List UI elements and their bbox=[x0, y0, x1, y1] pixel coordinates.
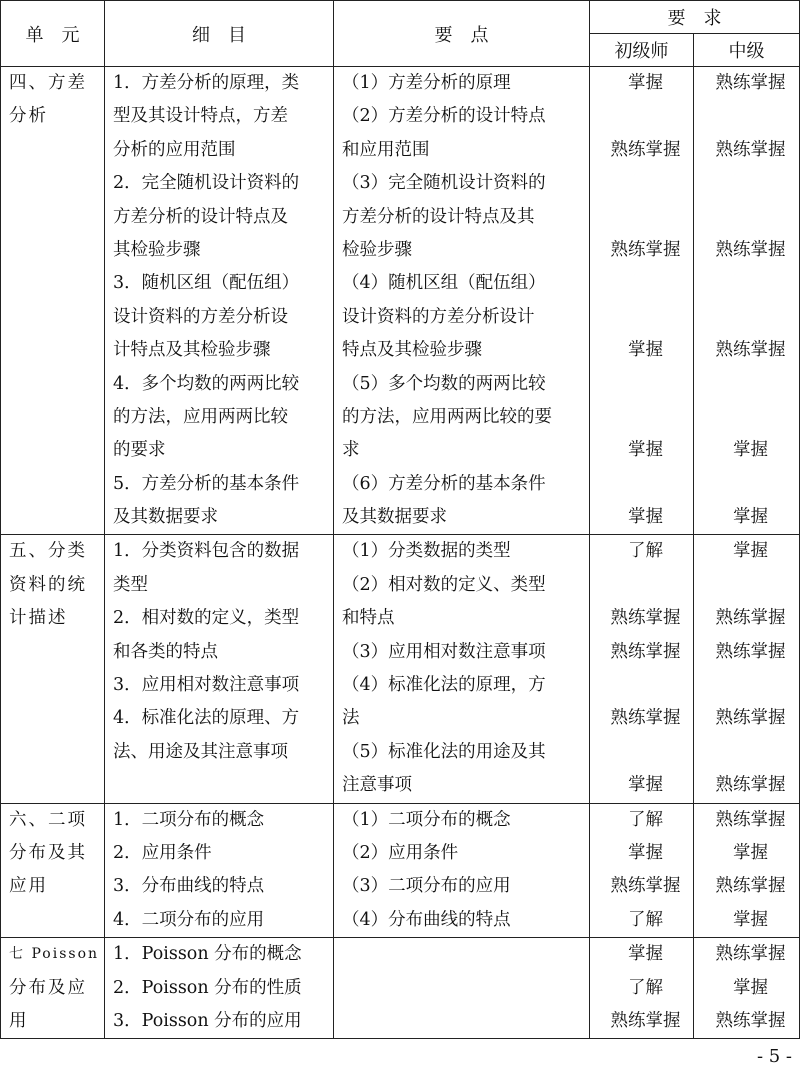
cell-line: 和特点 bbox=[342, 608, 395, 629]
cell-line bbox=[598, 736, 693, 769]
cell-line: 注意事项 bbox=[342, 775, 412, 796]
table-row bbox=[1, 803, 800, 938]
detail-cell bbox=[105, 803, 334, 938]
cell-line: 熟练掌握 bbox=[715, 73, 786, 93]
cell-line: 掌握 bbox=[733, 507, 768, 528]
junior-cell bbox=[590, 535, 694, 803]
cell-line: 1．Poisson 分布的概念 bbox=[113, 944, 302, 965]
mid-cell bbox=[694, 938, 800, 1039]
table-row bbox=[1, 535, 800, 803]
cell-line: 2．Poisson 分布的性质 bbox=[113, 977, 302, 998]
header-row bbox=[1, 1, 800, 34]
cell-line bbox=[598, 669, 693, 702]
cell-line: 4．标准化法的原理、方 bbox=[113, 708, 300, 729]
cell-line: 及其数据要求 bbox=[342, 507, 447, 528]
cell-line bbox=[702, 669, 799, 702]
point-cell bbox=[334, 535, 590, 803]
cell-line: 掌握 bbox=[733, 440, 768, 461]
header-mid: 中级 bbox=[694, 34, 800, 67]
cell-line: 熟练掌握 bbox=[715, 809, 786, 830]
cell-line: 分布及其 bbox=[9, 842, 87, 863]
detail-cell bbox=[105, 67, 334, 535]
cell-line: 及其数据要求 bbox=[113, 507, 218, 528]
detail-cell bbox=[105, 535, 334, 803]
unit-cell bbox=[1, 535, 105, 803]
unit-cell bbox=[1, 67, 105, 535]
cell-line: 3．分布曲线的特点 bbox=[113, 876, 265, 897]
cell-line bbox=[598, 167, 693, 200]
header-point: 要 点 bbox=[334, 1, 590, 67]
header-junior: 初级师 bbox=[590, 34, 694, 67]
table-row bbox=[1, 938, 800, 1039]
cell-line: （3）完全随机设计资料的 bbox=[342, 173, 546, 194]
cell-line bbox=[702, 201, 799, 234]
page-number: - 5 - bbox=[756, 1046, 792, 1067]
cell-line: 熟练掌握 bbox=[715, 944, 786, 965]
cell-line: 法 bbox=[342, 708, 360, 729]
cell-line: 的方法，应用两两比较 bbox=[113, 406, 288, 427]
cell-line: 的方法，应用两两比较的要 bbox=[342, 406, 552, 427]
cell-line: 熟练掌握 bbox=[715, 708, 786, 729]
cell-line: 了解 bbox=[628, 977, 663, 998]
cell-line: 掌握 bbox=[628, 507, 663, 528]
cell-line: 2．完全随机设计资料的 bbox=[113, 173, 300, 194]
cell-line: 法、用途及其注意事项 bbox=[113, 741, 288, 762]
cell-line: 1．二项分布的概念 bbox=[113, 809, 265, 830]
cell-line: 资料的统 bbox=[9, 574, 87, 595]
cell-line bbox=[702, 468, 799, 501]
cell-line: 型及其设计特点，方差 bbox=[113, 106, 288, 127]
cell-line bbox=[702, 167, 799, 200]
cell-line: 2．应用条件 bbox=[113, 842, 212, 863]
cell-line: 和各类的特点 bbox=[113, 641, 218, 662]
cell-line: 检验步骤 bbox=[342, 239, 412, 260]
junior-cell bbox=[590, 803, 694, 938]
cell-line: （5）多个均数的两两比较 bbox=[342, 373, 546, 394]
cell-line: （4）分布曲线的特点 bbox=[342, 909, 511, 930]
cell-line: 类型 bbox=[113, 574, 148, 595]
cell-line: 掌握 bbox=[628, 73, 663, 93]
cell-line: 特点及其检验步骤 bbox=[342, 340, 482, 361]
header-detail: 细 目 bbox=[105, 1, 334, 67]
cell-line: 应用 bbox=[9, 876, 48, 897]
cell-line: 掌握 bbox=[628, 775, 663, 796]
cell-line bbox=[598, 569, 693, 602]
cell-line: 熟练掌握 bbox=[715, 608, 786, 629]
cell-line: 计描述 bbox=[9, 608, 68, 629]
junior-cell bbox=[590, 938, 694, 1039]
cell-line: （1）分类数据的类型 bbox=[342, 541, 511, 562]
cell-line: （2）方差分析的设计特点 bbox=[342, 106, 546, 127]
cell-line: 2．相对数的定义，类型 bbox=[113, 608, 300, 629]
cell-line: （4）标准化法的原理，方 bbox=[342, 675, 546, 696]
cell-line: 掌握 bbox=[733, 977, 768, 998]
cell-line: 3．Poisson 分布的应用 bbox=[113, 1010, 302, 1031]
cell-line: 1．分类资料包含的数据 bbox=[113, 541, 300, 562]
cell-line: 掌握 bbox=[628, 340, 663, 361]
cell-line: 熟练掌握 bbox=[610, 876, 681, 897]
table-row bbox=[1, 67, 800, 535]
cell-line: （4）随机区组（配伍组） bbox=[342, 273, 546, 294]
unit-cell bbox=[1, 803, 105, 938]
mid-cell bbox=[694, 535, 800, 803]
cell-line bbox=[598, 301, 693, 334]
cell-line: 和应用范围 bbox=[342, 139, 430, 160]
junior-cell bbox=[590, 67, 694, 535]
cell-line: 四、方差 bbox=[9, 73, 87, 93]
cell-line: 掌握 bbox=[733, 909, 768, 930]
point-cell bbox=[334, 938, 590, 1039]
cell-line: 熟练掌握 bbox=[610, 708, 681, 729]
cell-line: 分析的应用范围 bbox=[113, 139, 236, 160]
detail-cell bbox=[105, 938, 334, 1039]
header-unit: 单 元 bbox=[1, 1, 105, 67]
cell-line: 了解 bbox=[628, 809, 663, 830]
cell-line bbox=[598, 100, 693, 133]
point-cell bbox=[334, 803, 590, 938]
cell-line bbox=[598, 201, 693, 234]
cell-line: 掌握 bbox=[628, 842, 663, 863]
cell-line: 4．二项分布的应用 bbox=[113, 909, 265, 930]
cell-line: 熟练掌握 bbox=[715, 1010, 786, 1031]
cell-line: 的要求 bbox=[113, 440, 166, 461]
cell-line: 熟练掌握 bbox=[610, 641, 681, 662]
cell-line: 熟练掌握 bbox=[715, 775, 786, 796]
cell-line: （6）方差分析的基本条件 bbox=[342, 473, 546, 494]
cell-line: 其检验步骤 bbox=[113, 239, 201, 260]
cell-line bbox=[702, 100, 799, 133]
cell-line: 掌握 bbox=[628, 440, 663, 461]
cell-line: 掌握 bbox=[733, 842, 768, 863]
cell-line: 熟练掌握 bbox=[610, 1010, 681, 1031]
cell-line: 了解 bbox=[628, 541, 663, 562]
cell-line: （1）方差分析的原理 bbox=[342, 73, 511, 93]
cell-line: （5）标准化法的用途及其 bbox=[342, 741, 546, 762]
cell-line: 方差分析的设计特点及 bbox=[113, 206, 288, 227]
cell-line bbox=[598, 368, 693, 401]
cell-line: （2）应用条件 bbox=[342, 842, 459, 863]
cell-line: 五、分类 bbox=[9, 541, 87, 562]
cell-line: 1．方差分析的原理，类 bbox=[113, 73, 300, 93]
cell-line: （2）相对数的定义、类型 bbox=[342, 574, 546, 595]
point-cell bbox=[334, 67, 590, 535]
cell-line: 用 bbox=[9, 1010, 29, 1031]
cell-line bbox=[598, 267, 693, 300]
cell-line bbox=[113, 769, 333, 802]
cell-line: 了解 bbox=[628, 909, 663, 930]
cell-line bbox=[702, 569, 799, 602]
cell-line: 3．随机区组（配伍组） bbox=[113, 273, 300, 294]
cell-line bbox=[702, 267, 799, 300]
cell-line: （1）二项分布的概念 bbox=[342, 809, 511, 830]
cell-line: 掌握 bbox=[733, 541, 768, 562]
cell-line: 熟练掌握 bbox=[610, 608, 681, 629]
cell-line: 3．应用相对数注意事项 bbox=[113, 675, 300, 696]
cell-line bbox=[702, 301, 799, 334]
cell-line: （3）应用相对数注意事项 bbox=[342, 641, 546, 662]
cell-line bbox=[702, 401, 799, 434]
cell-line: 熟练掌握 bbox=[715, 340, 786, 361]
cell-line: 设计资料的方差分析设 bbox=[113, 306, 288, 327]
cell-line: 掌握 bbox=[628, 944, 663, 965]
cell-line bbox=[702, 368, 799, 401]
cell-line: 4．多个均数的两两比较 bbox=[113, 373, 300, 394]
mid-cell bbox=[694, 67, 800, 535]
cell-line: 设计资料的方差分析设计 bbox=[342, 306, 535, 327]
cell-line: 计特点及其检验步骤 bbox=[113, 340, 271, 361]
cell-line: 熟练掌握 bbox=[610, 239, 681, 260]
cell-line: 方差分析的设计特点及其 bbox=[342, 206, 535, 227]
cell-line: 熟练掌握 bbox=[610, 139, 681, 160]
cell-line: 熟练掌握 bbox=[715, 876, 786, 897]
unit-cell bbox=[1, 938, 105, 1039]
cell-line bbox=[702, 736, 799, 769]
cell-line: 熟练掌握 bbox=[715, 139, 786, 160]
cell-line bbox=[598, 401, 693, 434]
cell-line: 六、二项 bbox=[9, 809, 87, 830]
cell-line: 七 Poisson bbox=[9, 946, 100, 963]
cell-line: （3）二项分布的应用 bbox=[342, 876, 511, 897]
cell-line: 熟练掌握 bbox=[715, 239, 786, 260]
cell-line bbox=[598, 468, 693, 501]
cell-line: 求 bbox=[342, 440, 360, 461]
cell-line: 5．方差分析的基本条件 bbox=[113, 473, 300, 494]
cell-line: 分析 bbox=[9, 106, 48, 127]
cell-line: 分布及应 bbox=[9, 977, 87, 998]
cell-line: 熟练掌握 bbox=[715, 641, 786, 662]
mid-cell bbox=[694, 803, 800, 938]
header-requirement: 要 求 bbox=[590, 1, 800, 34]
